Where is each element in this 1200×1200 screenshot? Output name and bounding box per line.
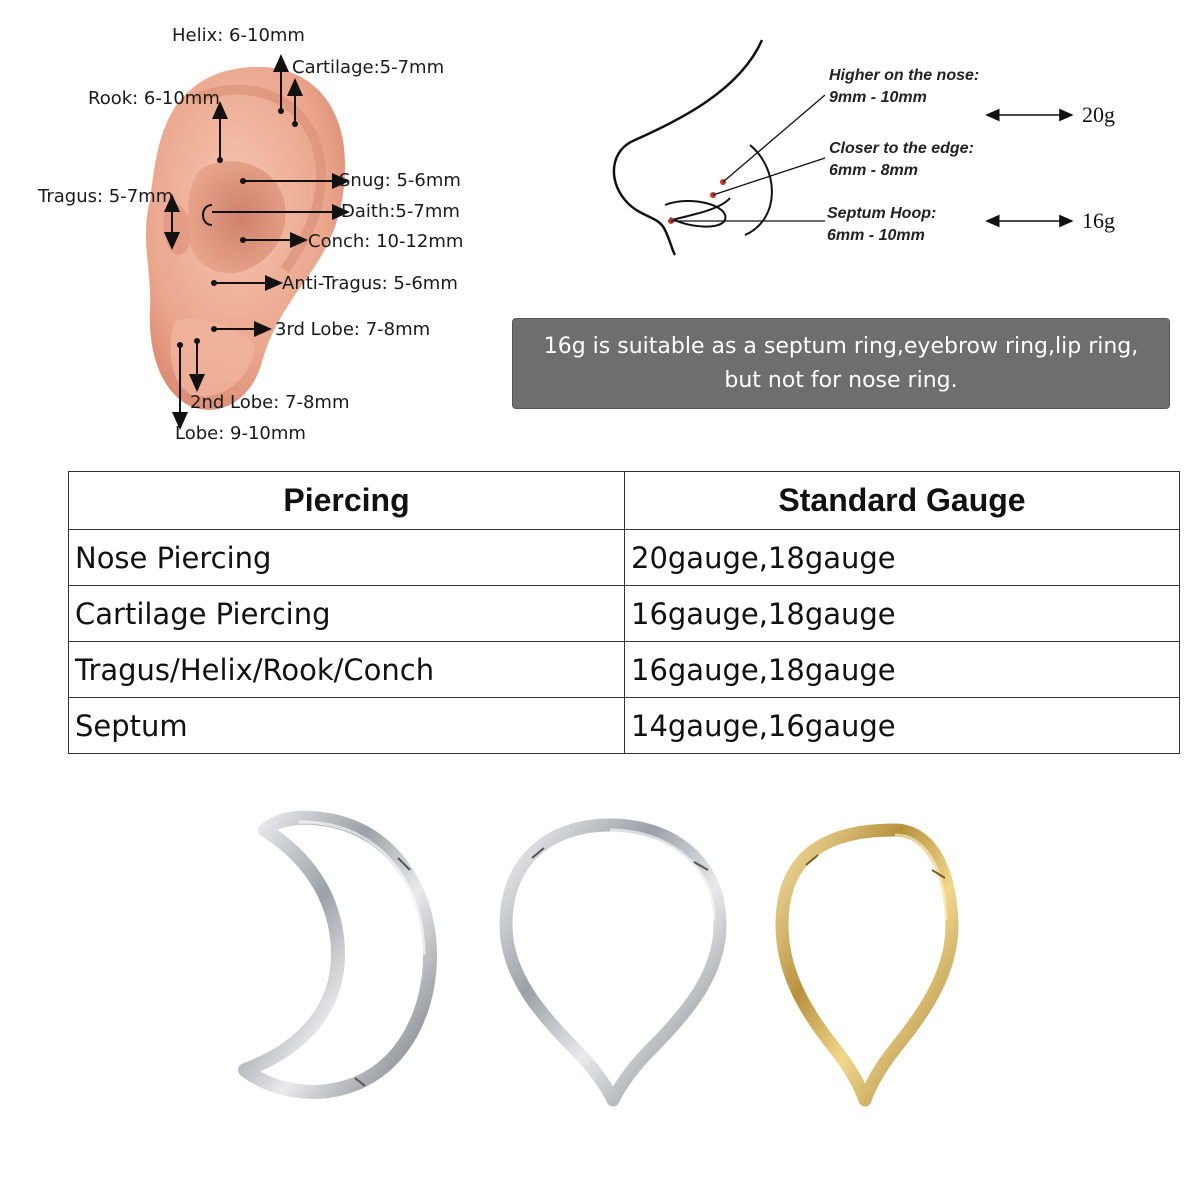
note-line-2: but not for nose ring. bbox=[724, 367, 958, 393]
table-row bbox=[69, 698, 1180, 754]
rings-product-photos bbox=[180, 800, 960, 1120]
header-piercing: Piercing bbox=[69, 472, 625, 530]
moon-hoop-ring bbox=[245, 818, 430, 1092]
gauge-cell: 16gauge,18gauge bbox=[625, 642, 1180, 698]
higher-on-nose-label: Higher on the nose: 9mm - 10mm bbox=[829, 67, 980, 106]
anti-tragus-label: Anti-Tragus: 5-6mm bbox=[282, 273, 458, 294]
silver-teardrop-ring bbox=[506, 825, 720, 1100]
gauge-cell: 14gauge,16gauge bbox=[625, 698, 1180, 754]
closer-to-edge-label: Closer to the edge: 6mm - 8mm bbox=[829, 140, 974, 179]
header-standard-gauge: Standard Gauge bbox=[625, 472, 1180, 530]
piercing-cell: Septum bbox=[69, 698, 625, 754]
piercing-cell: Tragus/Helix/Rook/Conch bbox=[69, 642, 625, 698]
nose-diagram bbox=[580, 30, 1180, 270]
table-row bbox=[69, 530, 1180, 586]
lobe-label: Lobe: 9-10mm bbox=[175, 423, 306, 444]
rook-label: Rook: 6-10mm bbox=[88, 88, 220, 109]
helix-label: Helix: 6-10mm bbox=[172, 25, 305, 46]
gauge-cell: 16gauge,18gauge bbox=[625, 586, 1180, 642]
gauge-table bbox=[68, 471, 1180, 754]
daith-label: Daith:5-7mm bbox=[341, 201, 460, 222]
rings-illustration bbox=[180, 800, 960, 1120]
gauge-16g-label: 16g bbox=[1082, 208, 1115, 233]
conch-label: Conch: 10-12mm bbox=[308, 231, 464, 252]
tragus-label: Tragus: 5-7mm bbox=[38, 186, 174, 207]
septum-hoop-label: Septum Hoop: 6mm - 10mm bbox=[827, 205, 937, 244]
piercing-cell: Cartilage Piercing bbox=[69, 586, 625, 642]
snug-label: Snug: 5-6mm bbox=[339, 170, 461, 191]
cartilage-label: Cartilage:5-7mm bbox=[292, 57, 445, 78]
nose-profile bbox=[614, 40, 762, 255]
table-header-row bbox=[69, 472, 1180, 530]
table-row bbox=[69, 642, 1180, 698]
second-lobe-label: 2nd Lobe: 7-8mm bbox=[190, 392, 350, 413]
ear-diagram bbox=[0, 0, 500, 460]
gold-teardrop-ring bbox=[782, 830, 952, 1100]
note-line-1: 16g is suitable as a septum ring,eyebrow ring,lip ring, bbox=[543, 333, 1139, 359]
piercing-cell: Nose Piercing bbox=[69, 530, 625, 586]
note-box bbox=[512, 318, 1170, 409]
table-row bbox=[69, 586, 1180, 642]
gauge-20g-label: 20g bbox=[1082, 102, 1115, 127]
third-lobe-label: 3rd Lobe: 7-8mm bbox=[275, 319, 431, 340]
gauge-cell: 20gauge,18gauge bbox=[625, 530, 1180, 586]
